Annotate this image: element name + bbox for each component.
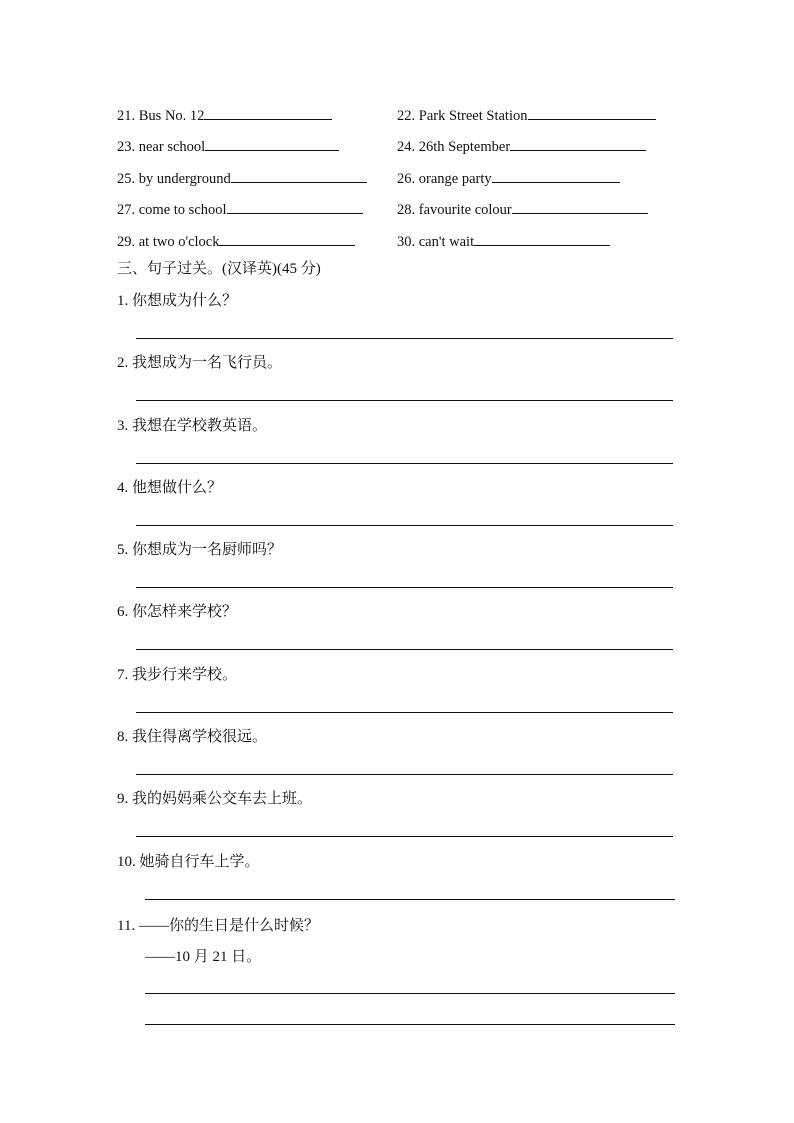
answer-blank[interactable]	[204, 107, 332, 120]
answer-line[interactable]	[136, 836, 673, 837]
translation-item-6	[117, 594, 677, 656]
phrase-26: 26. orange party	[397, 170, 677, 188]
question-text: 4. 他想做什么？	[117, 479, 223, 496]
translation-item-4	[117, 470, 677, 532]
phrase-30: 30. can't wait	[397, 233, 677, 251]
phrase-row	[117, 195, 677, 227]
translation-list	[117, 283, 677, 906]
phrase-22: 22. Park Street Station	[397, 107, 677, 125]
answer-blank[interactable]	[528, 107, 656, 120]
question-text: 9. 我的妈妈乘公交车去上班。	[117, 791, 313, 808]
question-text: 5. 你想成为一名厨师吗？	[117, 542, 283, 559]
phrase-list	[117, 100, 677, 258]
question-text: 11. ——你的生日是什么时候？	[117, 918, 319, 934]
translation-item-5	[117, 532, 677, 594]
answer-blank[interactable]	[227, 201, 363, 214]
answer-line[interactable]	[136, 712, 673, 713]
answer-blank[interactable]	[510, 138, 646, 151]
translation-item-3	[117, 408, 677, 470]
answer-blank[interactable]	[474, 233, 610, 246]
phrase-23: 23. near school	[117, 138, 397, 156]
phrase-28: 28. favourite colour	[397, 201, 677, 219]
translation-item-2	[117, 345, 677, 407]
answer-blank[interactable]	[219, 233, 355, 246]
phrase-row	[117, 163, 677, 195]
phrase-row	[117, 132, 677, 164]
answer-line[interactable]	[136, 525, 673, 526]
answer-blank[interactable]	[512, 201, 648, 214]
answer-line[interactable]	[136, 774, 673, 775]
answer-blank[interactable]	[231, 170, 367, 183]
phrase-29: 29. at two o'clock	[117, 233, 397, 251]
translation-item-11	[117, 908, 677, 1038]
phrase-24: 24. 26th September	[397, 138, 677, 156]
translation-item-9	[117, 781, 677, 843]
answer-blank[interactable]	[492, 170, 620, 183]
answer-prompt: ——10 月 21 日。	[145, 949, 262, 965]
phrase-row	[117, 100, 677, 132]
translation-item-1	[117, 283, 677, 345]
question-text: 6. 你怎样来学校？	[117, 604, 238, 621]
answer-blank[interactable]	[205, 138, 339, 151]
translation-item-10	[117, 844, 677, 906]
answer-line[interactable]	[136, 587, 673, 588]
question-text: 10. 她骑自行车上学。	[117, 853, 260, 870]
phrase-27: 27. come to school	[117, 201, 397, 219]
phrase-21: 21. Bus No. 12	[117, 107, 397, 125]
question-text: 1. 你想成为什么？	[117, 293, 238, 309]
phrase-25: 25. by underground	[117, 170, 397, 188]
answer-line[interactable]	[136, 338, 673, 339]
section-title: 三、句子过关。(汉译英)(45 分)	[117, 261, 321, 277]
answer-line[interactable]	[136, 400, 673, 401]
question-text: 2. 我想成为一名飞行员。	[117, 355, 283, 372]
answer-line[interactable]	[145, 1024, 675, 1025]
translation-item-8	[117, 719, 677, 781]
answer-line[interactable]	[136, 463, 673, 464]
question-text: 3. 我想在学校教英语。	[117, 417, 268, 434]
question-text: 7. 我步行来学校。	[117, 666, 238, 683]
answer-line[interactable]	[136, 649, 673, 650]
answer-line[interactable]	[145, 899, 675, 900]
phrase-row	[117, 226, 677, 258]
translation-item-7	[117, 657, 677, 719]
answer-line[interactable]	[145, 993, 675, 994]
question-text: 8. 我住得离学校很远。	[117, 729, 268, 746]
